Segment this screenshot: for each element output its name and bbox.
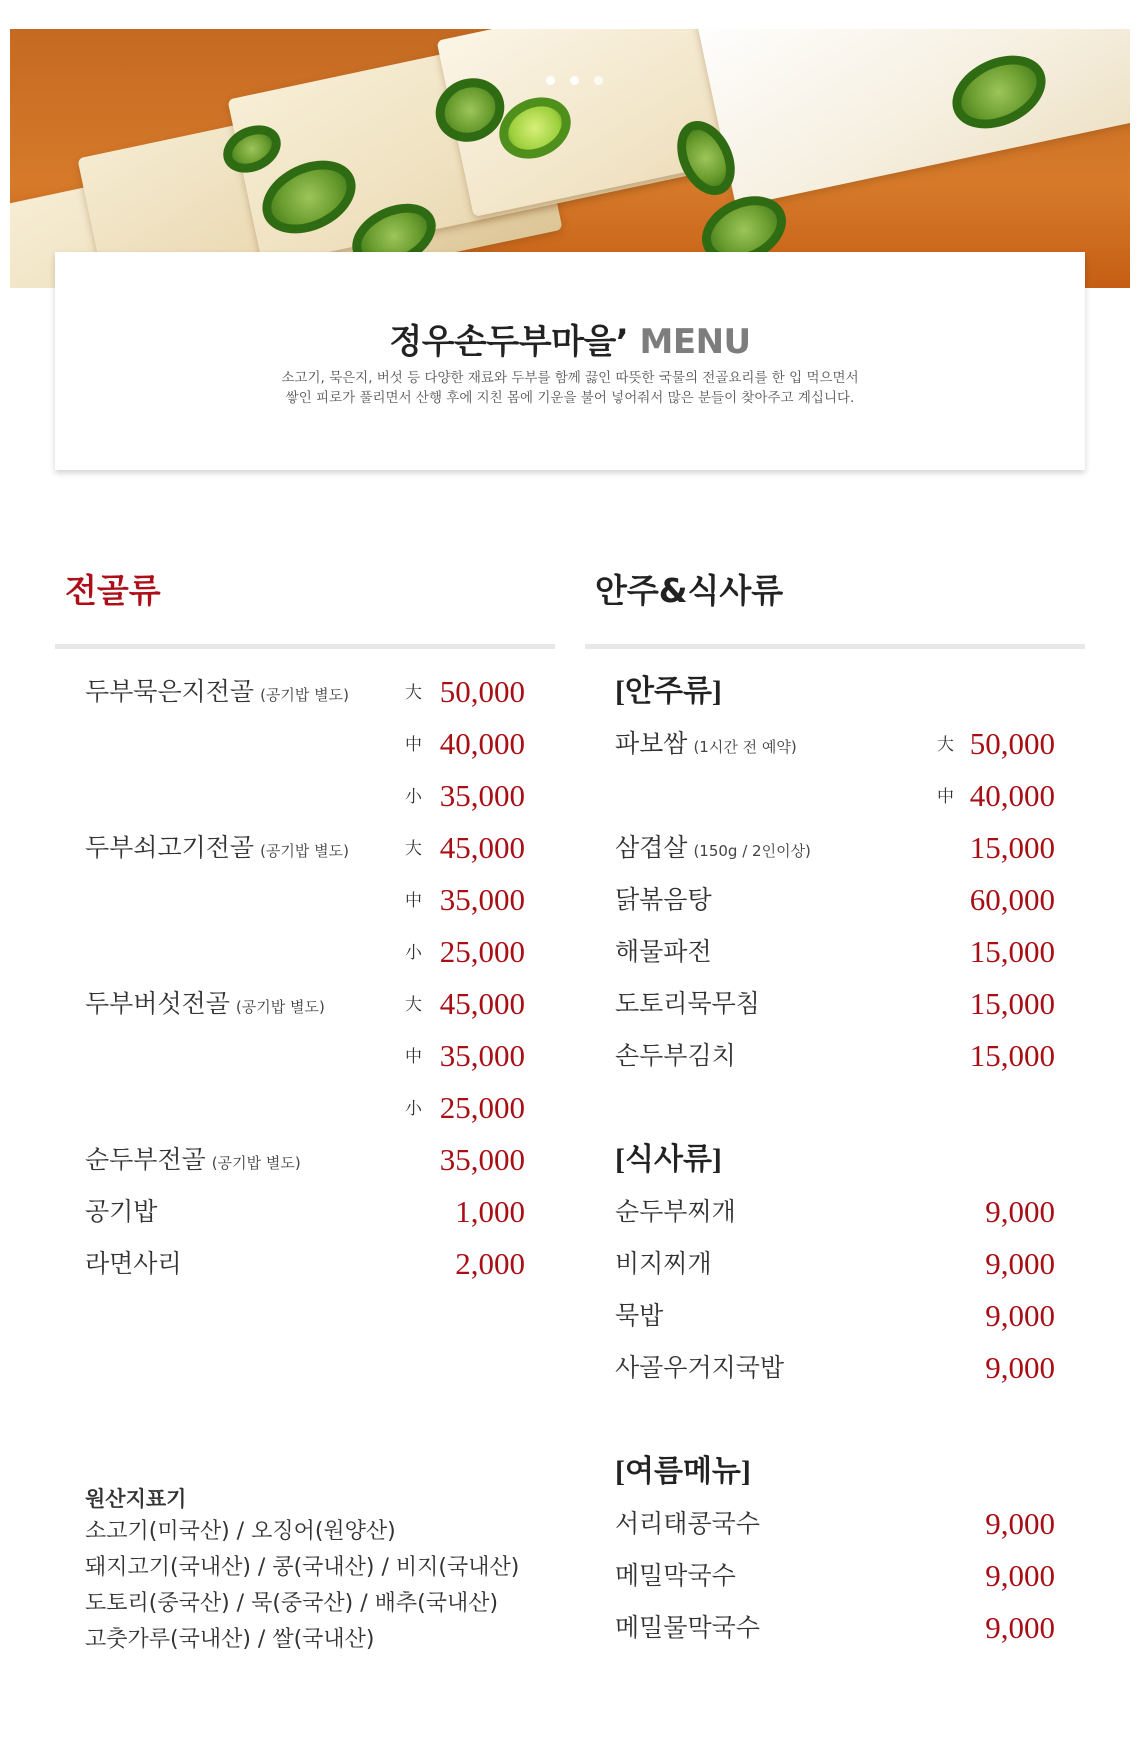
menu-item-name	[615, 1290, 663, 1342]
item-label: 메밀물막국수	[615, 1613, 760, 1642]
menu-item-price: 25,000	[439, 1090, 525, 1125]
origin-line: 도토리(중국산) / 묵(중국산) / 배추(국내산)	[85, 1591, 499, 1616]
item-label: 해물파전	[615, 937, 712, 966]
menu-row	[55, 1082, 555, 1134]
tofu-slice	[694, 29, 1130, 207]
item-note: (공기밥 별도)	[260, 686, 349, 704]
menu-item-price: 2,000	[455, 1246, 525, 1281]
menu-row	[55, 770, 555, 822]
menu-item-name	[615, 1238, 712, 1290]
item-label: 손두부김치	[615, 1041, 736, 1070]
menu-item-price: 9,000	[985, 1194, 1055, 1229]
menu-item-price: 25,000	[439, 934, 525, 969]
menu-item-price: 40,000	[439, 726, 525, 761]
size-label: 大	[405, 683, 422, 703]
menu-row	[55, 1030, 555, 1082]
intro-card	[55, 252, 1085, 470]
size-label: 大	[405, 839, 422, 859]
item-label: 순두부찌개	[615, 1197, 736, 1226]
description-line: 쌓인 피로가 풀리면서 산행 후에 지친 몸에 기운을 불어 넣어줘서 많은 분들이 찾아주고 계십니다.	[285, 390, 855, 406]
item-label: 닭볶음탕	[615, 885, 712, 914]
item-label: 묵밥	[615, 1301, 664, 1330]
menu-item-name	[615, 822, 811, 877]
item-label: 공기밥	[85, 1197, 158, 1226]
menu-item-price: 9,000	[985, 1246, 1055, 1281]
menu-row	[585, 1030, 1085, 1082]
group-heading-row	[585, 1134, 1085, 1186]
menu-item-price: 35,000	[439, 1142, 525, 1177]
item-note: (공기밥 별도)	[260, 842, 349, 860]
menu-row	[585, 1186, 1085, 1238]
hero-banner	[10, 29, 1130, 288]
menu-row	[585, 1550, 1085, 1602]
page-title	[55, 314, 1085, 363]
item-label: 사골우거지국밥	[615, 1353, 785, 1382]
description-line: 소고기, 묵은지, 버섯 등 다양한 재료와 두부를 함께 끓인 따뜻한 국물의 전골요리를 한 입 먹으면서	[281, 370, 859, 386]
menu-row	[585, 1238, 1085, 1290]
section-title: 전골류	[65, 571, 161, 610]
menu-item-price: 50,000	[969, 726, 1055, 761]
item-label: 비지찌개	[615, 1249, 712, 1278]
item-label: 두부버섯전골	[85, 989, 230, 1018]
menu-row	[55, 822, 555, 874]
menu-item-price: 45,000	[439, 830, 525, 865]
menu-item-price: 15,000	[969, 830, 1055, 865]
menu-item-price: 35,000	[439, 882, 525, 917]
size-label: 小	[405, 1099, 422, 1119]
menu-row	[585, 718, 1085, 770]
menu-row	[585, 770, 1085, 822]
menu-row	[55, 926, 555, 978]
menu-item-price: 9,000	[985, 1610, 1055, 1645]
menu-item-name	[615, 1550, 736, 1602]
menu-row	[585, 1602, 1085, 1654]
origin-line: 고춧가루(국내산) / 쌀(국내산)	[85, 1627, 375, 1652]
menu-item-name	[85, 822, 349, 877]
size-label: 中	[405, 891, 422, 911]
origin-line: 소고기(미국산) / 오징어(원양산)	[85, 1519, 396, 1544]
item-label: 순두부전골	[85, 1145, 206, 1174]
menu-list	[585, 649, 1085, 1654]
menu-row	[585, 874, 1085, 926]
menu-item-name	[615, 1342, 784, 1394]
item-label: 두부쇠고기전골	[85, 833, 255, 862]
item-note: (150g / 2인이상)	[693, 842, 811, 860]
menu-row	[55, 718, 555, 770]
origin-labeling	[85, 1484, 519, 1658]
menu-row	[55, 1238, 555, 1290]
menu-item-price: 15,000	[969, 934, 1055, 969]
item-note: (공기밥 별도)	[211, 1154, 301, 1172]
size-label: 中	[937, 787, 954, 807]
menu-list	[55, 649, 555, 1290]
item-label: 삼겹살	[615, 833, 688, 862]
menu-row	[55, 1186, 555, 1238]
menu-item-price: 50,000	[439, 674, 525, 709]
menu-item-name	[85, 1134, 301, 1189]
menu-item-price: 9,000	[985, 1350, 1055, 1385]
menu-row	[55, 978, 555, 1030]
restaurant-name: 정우손두부마을’	[389, 322, 629, 362]
menu-row	[585, 1498, 1085, 1550]
menu-row	[55, 1134, 555, 1186]
menu-item-name	[615, 926, 712, 978]
group-heading: [안주류]	[615, 675, 722, 708]
item-note: (공기밥 별도)	[235, 998, 325, 1016]
item-label: 메밀막국수	[615, 1561, 736, 1590]
menu-row	[55, 666, 555, 718]
carousel-dot[interactable]	[570, 76, 579, 85]
section-title: 안주&식사류	[595, 571, 784, 610]
menu-item-price: 35,000	[439, 1038, 525, 1073]
item-label: 파보쌈	[615, 729, 688, 758]
item-label: 서리태콩국수	[615, 1509, 760, 1538]
menu-item-name	[85, 978, 325, 1033]
menu-item-name	[615, 1186, 736, 1238]
hotpot-menu-section	[55, 565, 555, 1290]
menu-item-name	[615, 1030, 736, 1082]
menu-item-price: 9,000	[985, 1506, 1055, 1541]
group-gap	[585, 1394, 1085, 1446]
carousel-indicator	[546, 76, 603, 85]
item-label: 도토리묵무침	[615, 989, 760, 1018]
menu-row	[585, 978, 1085, 1030]
group-heading: [식사류]	[615, 1143, 722, 1176]
menu-row	[585, 1342, 1085, 1394]
carousel-dot[interactable]	[546, 76, 555, 85]
menu-item-price: 9,000	[985, 1558, 1055, 1593]
menu-row	[585, 822, 1085, 874]
item-label: 두부묵은지전골	[85, 677, 255, 706]
menu-item-name	[85, 1238, 182, 1290]
menu-item-price: 35,000	[439, 778, 525, 813]
menu-item-name	[615, 1602, 760, 1654]
group-heading-row	[585, 666, 1085, 718]
menu-label: MENU	[639, 322, 751, 362]
size-label: 中	[405, 735, 422, 755]
size-label: 小	[405, 943, 422, 963]
menu-item-name	[85, 1186, 157, 1238]
menu-item-price: 60,000	[969, 882, 1055, 917]
menu-row	[585, 926, 1085, 978]
menu-item-price: 15,000	[969, 986, 1055, 1021]
group-gap	[585, 1082, 1085, 1134]
menu-row	[55, 874, 555, 926]
menu-item-price: 9,000	[985, 1298, 1055, 1333]
origin-line: 돼지고기(국내산) / 콩(국내산) / 비지(국내산)	[85, 1555, 520, 1580]
group-heading-row	[585, 1446, 1085, 1498]
snack-meal-menu-section	[585, 565, 1085, 1654]
intro-description	[55, 368, 1085, 408]
menu-item-name	[85, 666, 349, 721]
size-label: 大	[937, 735, 954, 755]
menu-item-price: 45,000	[439, 986, 525, 1021]
menu-item-name	[615, 1498, 760, 1550]
menu-item-name	[615, 874, 712, 926]
menu-item-price: 40,000	[969, 778, 1055, 813]
carousel-dot[interactable]	[594, 76, 603, 85]
item-label: 라면사리	[85, 1249, 182, 1278]
menu-item-name	[615, 978, 760, 1030]
size-label: 小	[405, 787, 422, 807]
item-note: (1시간 전 예약)	[693, 738, 797, 756]
group-heading: [여름메뉴]	[615, 1455, 751, 1488]
menu-item-name	[615, 718, 797, 773]
origin-title: 원산지표기	[85, 1487, 187, 1511]
size-label: 大	[405, 995, 422, 1015]
size-label: 中	[405, 1047, 422, 1067]
menu-row	[585, 1290, 1085, 1342]
menu-item-price: 1,000	[455, 1194, 525, 1229]
menu-item-price: 15,000	[969, 1038, 1055, 1073]
